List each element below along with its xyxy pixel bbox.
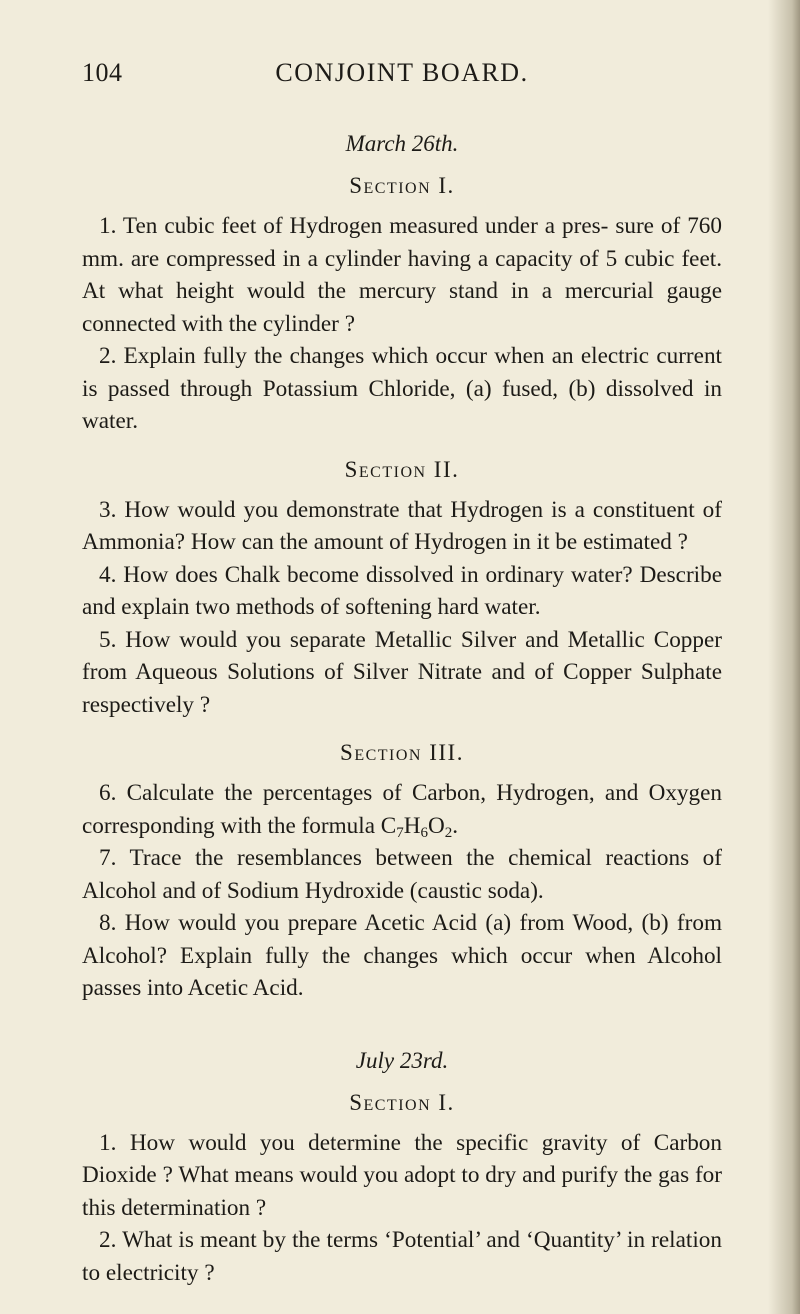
subscript: 6 <box>420 824 429 841</box>
subscript: 7 <box>396 824 404 841</box>
question-8: 8. How would you prepare Acetic Acid (a) from Wood, (b) from Alcohol? Explain fully the changes which occur when Alcohol passes into Acetic Acid. <box>82 910 722 1001</box>
page-number: 104 <box>82 58 123 87</box>
subscript: 2 <box>444 824 453 841</box>
section-heading: Section III. <box>340 740 464 765</box>
question-3: 3. How would you demonstrate that Hydrogen is a constituent of Ammonia? How can the amount of Hydrogen in it be estimated ? <box>82 496 722 555</box>
question-4: 4. How does Chalk become dissolved in ordinary water? Describe and explain two methods of softening hard water. <box>82 561 722 620</box>
exam-content <box>82 128 722 1289</box>
question-6 <box>82 777 722 842</box>
formula-part: H <box>403 812 421 839</box>
exam-date-july: July 23rd. <box>355 1047 449 1073</box>
running-head: CONJOINT BOARD. <box>275 58 529 87</box>
section-heading: Section II. <box>344 456 460 482</box>
question-7: 7. Trace the resemblances between the chemical reactions of Alcohol and of Sodium Hydroxide (caustic soda). <box>82 845 722 904</box>
section-heading: Section I. <box>349 1089 455 1115</box>
page-header <box>82 58 722 94</box>
question-1: 1. Ten cubic feet of Hydrogen measured under a pres- sure of 760 mm. are compressed in a cylinder having a capacity of 5 cubic feet. At what height would the mercury stand in a mercurial gauge connected with the cylinder ? <box>82 213 722 337</box>
formula-end: . <box>452 812 459 839</box>
question-5: 5. How would you separate Metallic Silver and Metallic Copper from Aqueous Solutions of Silver Nitrate and of Copper Sulphate respectively ? <box>82 626 722 718</box>
question-1-july: 1. How would you determine the specific gravity of Carbon Dioxide ? What means would you adopt to dry and purify the gas for this determination ? <box>82 1129 722 1221</box>
question-2-july: 2. What is meant by the terms ‘Potential’ and ‘Quantity’ in relation to electricity ? <box>82 1227 722 1286</box>
section-heading: Section I. <box>349 173 455 198</box>
question-6-text: 6. Calculate the percentages of Carbon, Hydrogen, and Oxygen corresponding with the formula C <box>82 780 722 839</box>
formula-part: O <box>428 812 445 839</box>
exam-date-march: March 26th. <box>345 131 459 156</box>
question-2: 2. Explain fully the changes which occur when an electric current is passed through Potassium Chloride, (a) fused, (b) dissolved in water. <box>82 343 722 434</box>
